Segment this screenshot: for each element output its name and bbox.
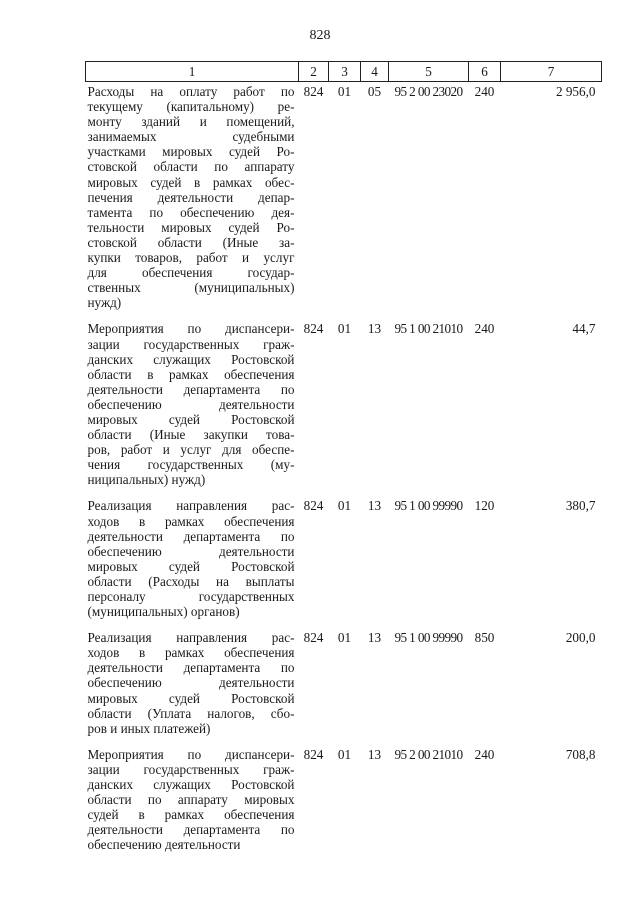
description-line: области в рамках обеспечения [87,366,295,382]
row-description [86,82,299,320]
ministry-code: 824 [303,321,324,337]
column-header: 5 [389,62,469,82]
description-line: Расходы на оплату работ по [87,84,295,99]
row-description [86,628,299,745]
section-code: 01 [337,746,352,762]
description-line: обеспечению деятельности [87,675,295,691]
description-line: зации государственных граж- [87,761,295,777]
description-line: мировых судей Ростовской [87,411,295,427]
expense-type-code: 240 [474,746,495,762]
table-header-row [86,62,602,82]
description-line: Мероприятия по диспансери- [87,746,295,762]
description-line: участками мировых судей Ро- [87,144,295,160]
table-row [86,319,602,496]
table-row [86,745,602,862]
target-article-code: 95 1 00 21010 [394,321,463,337]
column-header: 3 [329,62,361,82]
column-header: 7 [501,62,602,82]
description-line: обеспечению деятельности [87,837,241,853]
row-description [86,745,299,862]
ministry-code: 824 [303,84,324,99]
expense-type-code: 120 [474,498,495,514]
column-header: 2 [299,62,329,82]
description-line: чения государственных (му- [87,457,295,473]
target-article-code: 95 2 00 21010 [394,746,463,762]
subsection-code: 13 [367,630,382,646]
target-article-code: 95 1 00 99990 [394,498,463,514]
description-line: деятельности департамента по [87,528,295,544]
description-line: нужд) [87,295,122,311]
ministry-code: 824 [303,498,324,514]
description-line: занимаемых судебными [87,129,295,145]
description-line: ходов в рамках обеспечения [87,645,295,661]
description-line: зации государственных граж- [87,336,295,352]
description-line: ходов в рамках обеспечения [87,513,295,529]
amount: 2 956,0 [555,84,596,99]
description-line: купки товаров, работ и услуг [87,250,295,266]
description-line: персоналу государственных [87,589,295,604]
description-line: области (Расходы на выплаты [87,573,295,589]
description-line: (муниципальных) органов) [87,604,240,620]
subsection-code: 05 [367,84,382,99]
description-line: печения деятельности депар- [87,189,295,205]
row-description [86,319,299,496]
description-line: области (Иные закупки това- [87,427,295,443]
amount: 44,7 [572,321,596,337]
description-line: ниципальных) нужд) [87,472,206,488]
description-line: судей в рамках обеспечения [87,807,295,823]
expense-type-code: 240 [474,84,495,99]
description-line: мировых судей Ростовской [87,690,295,706]
ministry-code: 824 [303,630,324,646]
table-row [86,82,602,320]
ministry-code: 824 [303,746,324,762]
description-line: области (Уплата налогов, сбо- [87,705,295,721]
description-line: тельности мировых судей Ро- [87,219,295,235]
description-line: мировых судей Ростовской [87,558,295,574]
amount: 708,8 [565,746,596,762]
description-line: ственных (муниципальных) [87,280,295,296]
row-description [86,496,299,628]
amount: 380,7 [565,498,596,514]
description-line: деятельности департамента по [87,822,295,838]
target-article-code: 95 2 00 23020 [394,84,463,99]
column-header: 1 [86,62,299,82]
description-line: ров, работ и услуг для обеспе- [87,442,295,458]
section-code: 01 [337,321,352,337]
description-line: деятельности департамента по [87,660,295,676]
description-line: области по аппарату мировых [87,792,295,808]
description-line: данских служащих Ростовской [87,351,295,367]
description-line: для обеспечения государ- [87,265,295,281]
section-code: 01 [337,498,352,514]
description-line: стовской области (Иные за- [87,234,295,250]
description-line: текущему (капитальному) ре- [87,99,295,115]
description-line: Реализация направления рас- [87,630,295,646]
subsection-code: 13 [367,321,382,337]
target-article-code: 95 1 00 99990 [394,630,463,646]
description-line: ров и иных платежей) [87,720,211,736]
column-header: 6 [469,62,501,82]
budget-table [85,61,602,862]
expense-type-code: 240 [474,321,495,337]
description-line: монту зданий и помещений, [87,114,295,130]
description-line: тамента по обеспечению дея- [87,204,295,220]
description-line: обеспечению деятельности [87,543,295,559]
expense-type-code: 850 [474,630,495,646]
page-number: 828 [309,28,331,43]
description-line: обеспечению деятельности [87,396,295,412]
table-row [86,496,602,628]
description-line: мировых судей в рамках обес- [87,174,295,190]
subsection-code: 13 [367,746,382,762]
description-line: деятельности департамента по [87,381,295,397]
description-line: стовской области по аппарату [87,159,295,175]
description-line: Мероприятия по диспансери- [87,321,295,337]
section-code: 01 [337,84,352,99]
description-line: данских служащих Ростовской [87,777,295,793]
subsection-code: 13 [367,498,382,514]
section-code: 01 [337,630,352,646]
description-line: Реализация направления рас- [87,498,295,514]
amount: 200,0 [565,630,596,646]
column-header: 4 [361,62,389,82]
table-row [86,628,602,745]
